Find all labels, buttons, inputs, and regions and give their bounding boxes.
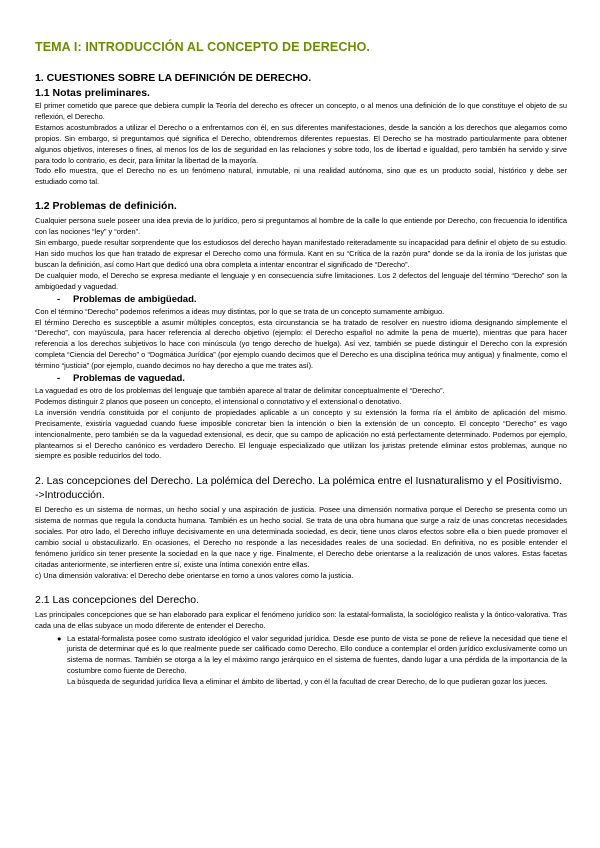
section-1-heading: 1. CUESTIONES SOBRE LA DEFINICIÓN DE DERECHO. (35, 72, 312, 84)
subheading-vagueness (57, 373, 567, 384)
paragraph: El término Derecho es susceptible a asumir múltiples conceptos, esta circunstancia se ha tratado de resolver en nuestro idioma designando simplemente el “Derecho”, con mayúscula, para hacer referencia al derecho objetivo (ejemplo: el Derecho español no admite la pena de muerte), mientras que para hacer referencia a los derechos subjetivos lo hace con minúscula (yo tengo derecho de huelga). Así vez, también se puede distinguir el Derecho con la expresión completa “Ciencia del Derecho” o “Dogmática Jurídica” (por ejemplo cuando decimos que el Derecho es una disciplina teórica muy antigua) y finalmente, como el término “justicia” (por ejemplo, cuando decimos no hay derecho a que me trates así). (35, 317, 567, 371)
paragraph: c) Una dimensión valorativa: el Derecho debe orientarse en torno a unos valores como la justicia. (35, 570, 354, 580)
paragraph: Estamos acostumbrados a utilizar el Derecho o a enfrentarnos con él, en sus diferentes manifestaciones, desde la sanción a los derechos que alegamos como propios. Sin embargo, si preguntamos qué significa el Derecho, obtendremos diferentes repuestas. El Derecho se ha mostrado particularmente para obtener algunos objetivos, intereses o fines, al menos los de los de seguridad en las relaciones y sobre todo, los de libertad e igualdad, pero también ha servido y sirve para todo lo contrario, es decir, para limitar la libertad de la mayoría. (35, 122, 567, 165)
paragraph: Cualquier persona suele poseer una idea previa de lo jurídico, pero si preguntamos al hombre de la calle lo que entiende por Derecho, con frecuencia lo identifica con las nociones “ley” y “orden”. (35, 216, 567, 237)
bullet-icon: ● (57, 633, 62, 643)
paragraph: Las principales concepciones que se han elaborado para explicar el fenómeno jurídico son: la estatal-formalista, la sociológico realista y la óntico-valorativa. Tras cada una de ellas subyace un modo diferente de entender el Derecho. (35, 609, 567, 630)
section-1-1-heading: 1.1 Notas preliminares. (35, 87, 150, 99)
paragraph: El primer cometido que parece que debiera cumplir la Teoría del derecho es ofrecer un concepto, o al menos una definición de lo que constituye el objeto de su reflexión, el Derecho. (35, 101, 567, 121)
subheading-vagueness-label: Problemas de vaguedad. (73, 373, 185, 385)
list-item-text: La estatal-formalista posee como sustrato ideológico el valor seguridad jurídica. Desde ese punto de vista se pone de relieve la necesidad que tiene el jurista de determinar qué es lo que realmente puede ser calificado como Derecho. Ello conduce a contemplar el orden jurídico exclusivamente como un sistema de normas. También se otorga a la ley el máximo rango jerárquico en el sistema de fuentes, dando lugar a una pérdida de la importancia de la costumbre como fuente de Derecho. (67, 633, 567, 676)
dash-marker: - (57, 293, 61, 305)
conceptions-list (57, 634, 567, 678)
paragraph: Con el término “Derecho” podemos referirnos a ideas muy distintas, por lo que se trata de un concepto sumamente ambiguo. (35, 306, 445, 316)
paragraph: Sin embargo, puede resultar sorprendente que los estudiosos del derecho hayan manifestado reiteradamente su incapacidad para definir el objeto de su estudio. Han sido muchos los que han tratado de expresar el Derecho como una fórmula. Kant en su “Crítica de la razón pura” donde se da la ironía de los juristas que buscan la definición, así como Hart que dedicó una obra completa a intentar encontrar el significado de “Derecho”. (35, 238, 567, 269)
section-2-heading: 2. Las concepciones del Derecho. La polémica del Derecho. La polémica entre el Iusnaturalismo y el Positivismo. ->Introducción. (35, 475, 563, 502)
paragraph: La búsqueda de seguridad jurídica lleva a eliminar el ámbito de libertad, y con él la facultad de crear Derecho, de lo que pudieran gozar los jueces. (67, 677, 548, 687)
subheading-ambiguity-label: Problemas de ambigüedad. (73, 293, 197, 305)
paragraph: La vaguedad es otro de los problemas del lenguaje que también aparece al tratar de delimitar conceptualmente el “Derecho”. (35, 386, 445, 396)
paragraph: La inversión vendría constituida por el conjunto de propiedades aplicable a un concepto y su extensión la forma ría el ámbito de aplicación del mismo. Precisamente, existiría vaguedad cuando fuese imposible concretar bien la intención o bien la extensión de un concepto. El concepto “Derecho” es vago intencionalmente, pero también se da la vaguedad extensional, es decir, que su campo de aplicación no está perfectamente determinado. Podemos por ejemplo, plantearnos si el Derecho canónico es verdadero Derecho. El lenguaje especializado que utilizan los juristas pretende eliminar estos problemas, aunque no siempre es posible reducirlos del todo. (35, 407, 567, 461)
paragraph: De cualquier modo, el Derecho se expresa mediante el lenguaje y en consecuencia sufre limitaciones. Los 2 defectos del lenguaje del término “Derecho” son la ambigüedad y vaguedad. (35, 270, 567, 291)
paragraph: El Derecho es un sistema de normas, un hecho social y una aspiración de justicia. Posee una dimensión normativa porque el Derecho se presenta como un sistema de normas que regula la conducta humana. También es un hecho social. Se trata de una obra humana que surge a raíz de unas concretas necesidades sociales. Por otro lado, el Derecho influye decisivamente en una determinada sociedad, es decir, tiene unos claros efectos sobre ella o bien puede promover el cambio social u obstaculizarlo. En ocasiones, el Derecho no responde a las necesidades reales de una sociedad. En definitiva, no es posible entender el fenómeno jurídico sin tener presente la sociedad en la que nace y rige. Finalmente, el Derecho debe orientarse a la realización de unos valores. Estas facetas citadas anteriormente, se interfieren entre sí, existe una íntima conexión entre ellas. (35, 505, 567, 569)
section-1-2-heading: 1.2 Problemas de definición. (35, 200, 177, 213)
list-item (57, 634, 567, 678)
document-title: TEMA I: INTRODUCCIÓN AL CONCEPTO DE DERECHO. (35, 40, 370, 54)
dash-marker: - (57, 373, 61, 385)
section-2-1-heading: 2.1 Las concepciones del Derecho. (35, 593, 200, 606)
subheading-ambiguity (57, 294, 567, 305)
paragraph: Todo ello muestra, que el Derecho no es un fenómeno natural, inmutable, ni una realidad autónoma, sino que es un producto social, histórico y debe ser estudiado como tal. (35, 166, 567, 187)
paragraph: Podemos distinguir 2 planos que poseen un concepto, el intensional o connotativo y el extensional o denotativo. (35, 396, 402, 406)
